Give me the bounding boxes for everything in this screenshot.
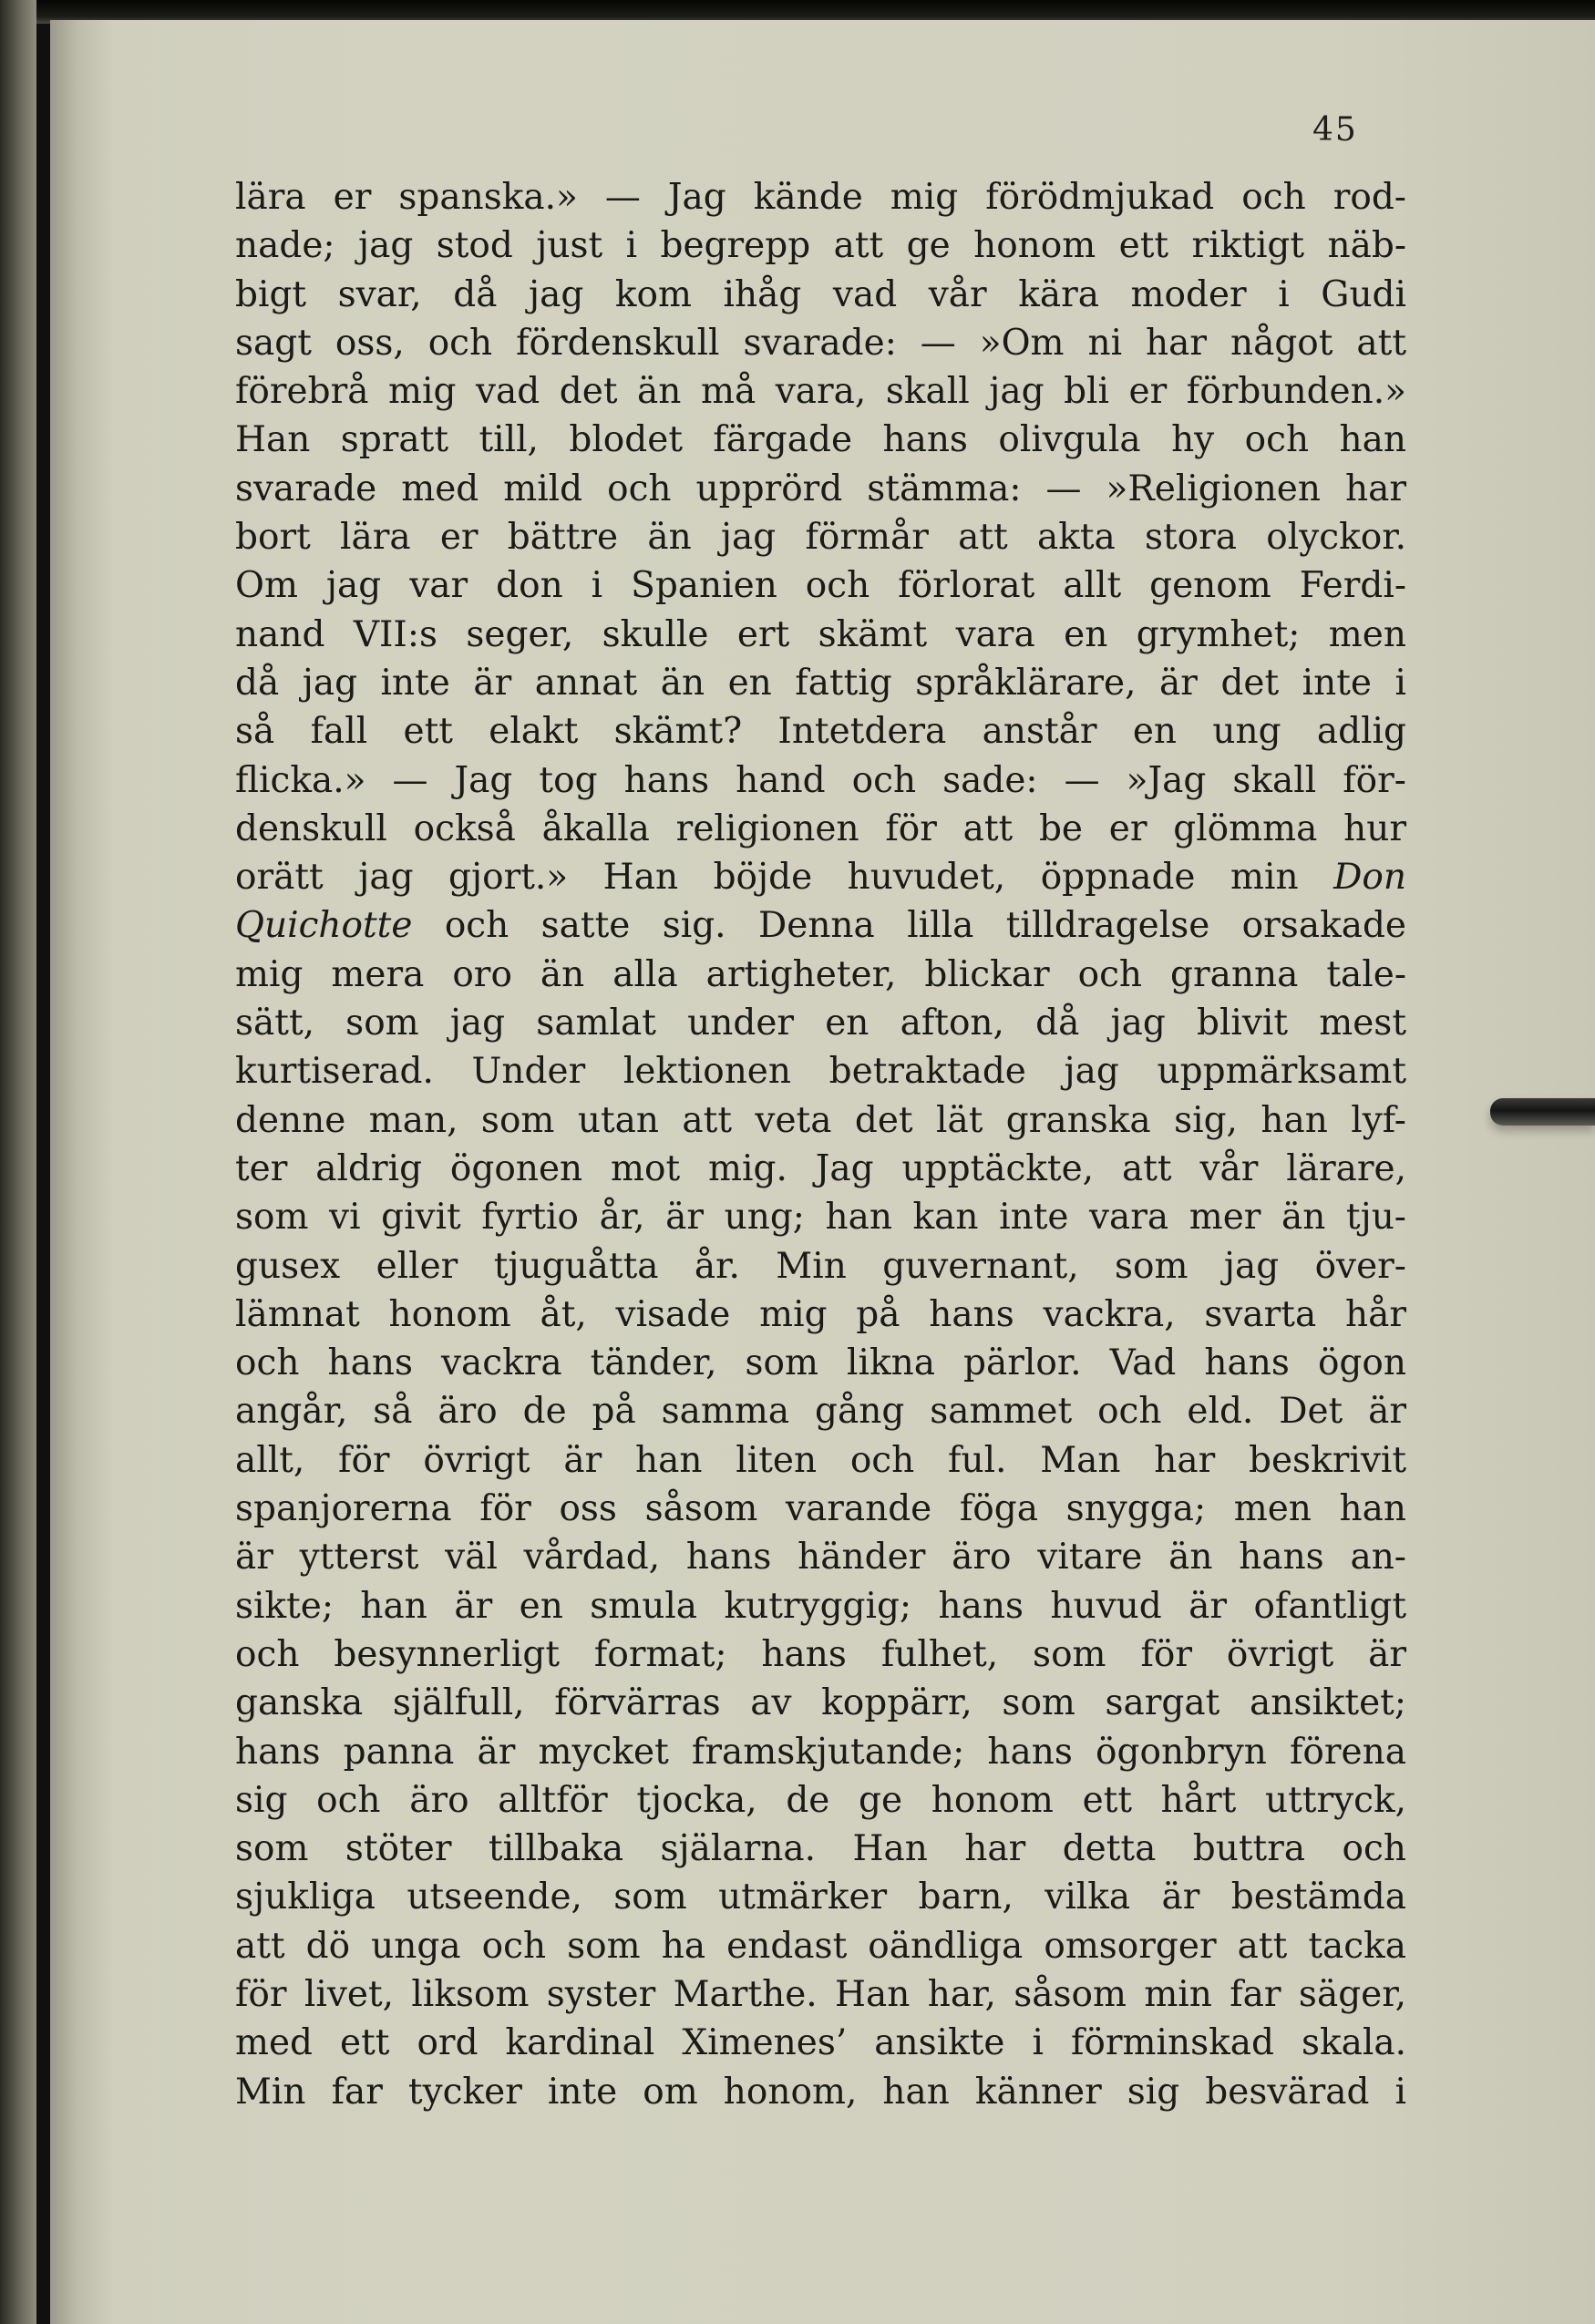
italic-title: Don bbox=[1333, 857, 1406, 899]
text-line: denskull också åkalla religionen för att be er glömma hur bbox=[235, 807, 1406, 849]
text-line: Min far tycker inte om honom, han känner sig besvärad i bbox=[235, 2071, 1406, 2113]
text-line: nade; jag stod just i begrepp att ge honom ett riktigt näb- bbox=[235, 225, 1406, 267]
text-line: spanjorerna för oss såsom varande föga snygga; men han bbox=[235, 1488, 1406, 1530]
text-line: sig och äro alltför tjocka, de ge honom ett hårt uttryck, bbox=[235, 1779, 1406, 1821]
text-line: att dö unga och som ha endast oändliga omsorger att tacka bbox=[235, 1925, 1406, 1967]
bookmark-ribbon bbox=[1490, 1098, 1595, 1126]
text-line: som stöter tillbaka själarna. Han har detta buttra och bbox=[235, 1828, 1406, 1870]
text-line: ter aldrig ögonen mot mig. Jag upptäckte, att vår lärare, bbox=[235, 1147, 1406, 1189]
text-line: så fall ett elakt skämt? Intetdera anstår en ung adlig bbox=[235, 711, 1406, 753]
text-line: förebrå mig vad det än må vara, skall jag bli er förbunden.» bbox=[235, 371, 1406, 413]
text-line-with-italic bbox=[235, 853, 1406, 901]
text-line: mig mera oro än alla artigheter, blickar och granna tale- bbox=[235, 953, 1406, 995]
text-line: är ytterst väl vårdad, hans händer äro vitare än hans an- bbox=[235, 1537, 1406, 1578]
text-line: angår, så äro de på samma gång sammet och eld. Det är bbox=[235, 1391, 1406, 1433]
text-segment: orätt jag gjort.» Han böjde huvudet, öppnade min bbox=[235, 857, 1299, 899]
text-line: lära er spanska.» — Jag kände mig förödmjukad och rod- bbox=[235, 177, 1406, 218]
text-line: med ett ord kardinal Ximenes’ ansikte i förminskad skala. bbox=[235, 2022, 1406, 2064]
italic-title: Quichotte bbox=[235, 905, 413, 947]
text-line: flicka.» — Jag tog hans hand och sade: — »Jag skall för- bbox=[235, 759, 1406, 801]
text-line: nand VII:s seger, skulle ert skämt vara en grymhet; men bbox=[235, 613, 1406, 655]
text-line: Om jag var don i Spanien och förlorat allt genom Ferdi- bbox=[235, 565, 1406, 607]
text-line: svarade med mild och upprörd stämma: — »Religionen har bbox=[235, 468, 1406, 509]
text-line: bigt svar, då jag kom ihåg vad vår kära moder i Gudi bbox=[235, 273, 1406, 315]
text-line: sjukliga utseende, som utmärker barn, vilka är bestämda bbox=[235, 1877, 1406, 1918]
text-segment: Quichotte och satte sig. Denna lilla tilldragelse orsakade bbox=[235, 905, 1406, 947]
text-line: sikte; han är en smula kutryggig; hans huvud är ofantligt bbox=[235, 1585, 1406, 1627]
text-line: Han spratt till, blodet färgade hans olivgula hy och han bbox=[235, 419, 1406, 461]
text-line: sagt oss, och fördenskull svarade: — »Om ni har något att bbox=[235, 322, 1406, 364]
text-line: hans panna är mycket framskjutande; hans ögonbryn förena bbox=[235, 1731, 1406, 1773]
text-line: och hans vackra tänder, som likna pärlor. Vad hans ögon bbox=[235, 1342, 1406, 1384]
page-number: 45 bbox=[1312, 111, 1358, 149]
text-line: för livet, liksom syster Marthe. Han har, såsom min far säger, bbox=[235, 1973, 1406, 2015]
text-line: och besynnerligt format; hans fulhet, som för övrigt är bbox=[235, 1633, 1406, 1675]
text-line: ganska själfull, förvärras av koppärr, som sargat ansiktet; bbox=[235, 1682, 1406, 1724]
text-line-italic-start bbox=[235, 901, 1406, 950]
text-line: då jag inte är annat än en fattig språklärare, är det inte i bbox=[235, 662, 1406, 704]
text-line: gusex eller tjuguåtta år. Min guvernant, som jag över- bbox=[235, 1245, 1406, 1287]
book-spine bbox=[0, 0, 36, 2324]
body-text bbox=[235, 173, 1406, 2116]
text-line: kurtiserad. Under lektionen betraktade jag uppmärksamt bbox=[235, 1051, 1406, 1093]
text-line: sätt, som jag samlat under en afton, då jag blivit mest bbox=[235, 1003, 1406, 1044]
text-line: lämnat honom åt, visade mig på hans vackra, svarta hår bbox=[235, 1293, 1406, 1335]
text-line: som vi givit fyrtio år, är ung; han kan inte vara mer än tju- bbox=[235, 1197, 1406, 1239]
text-line: denne man, som utan att veta det lät granska sig, han lyf- bbox=[235, 1099, 1406, 1141]
text-line: allt, för övrigt är han liten och ful. Man har beskrivit bbox=[235, 1439, 1406, 1481]
text-line: bort lära er bättre än jag förmår att akta stora olyckor. bbox=[235, 517, 1406, 559]
